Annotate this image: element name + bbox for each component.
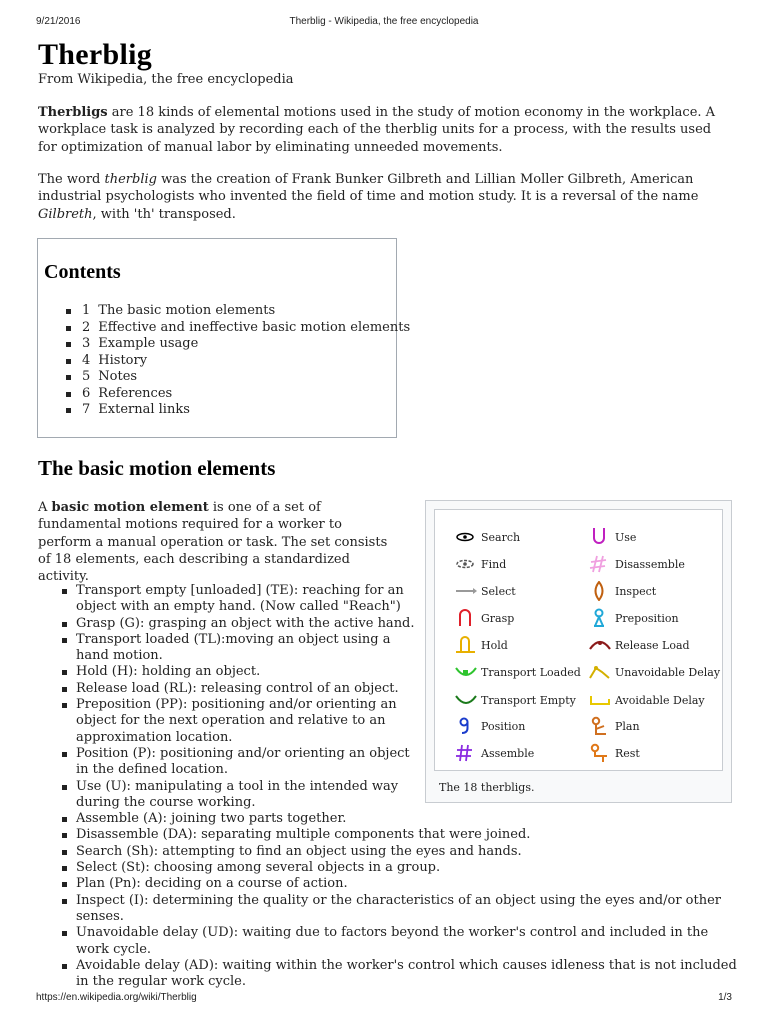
- symbol-label: Release Load: [615, 639, 690, 652]
- eye-icon: [455, 527, 477, 547]
- intro-paragraph: [38, 104, 728, 156]
- symbol-label: Hold: [481, 639, 508, 652]
- print-header: [36, 16, 732, 30]
- toc-number: 6: [82, 385, 91, 401]
- toc-number: 1: [82, 303, 91, 318]
- section-heading: The basic motion elements: [38, 456, 276, 480]
- symbol-label: Plan: [615, 720, 640, 733]
- u-inverted-icon: [455, 608, 477, 628]
- list-item: Search (Sh): attempting to find an object using the eyes and hands.: [38, 844, 738, 860]
- toc-heading: Contents: [44, 261, 121, 283]
- section-intro: [38, 499, 388, 585]
- toc-link[interactable]: Notes: [98, 369, 138, 384]
- symbol-label: Inspect: [615, 585, 657, 598]
- toc-item[interactable]: [60, 320, 410, 337]
- list-item: Preposition (PP): positioning and/or orienting an object for the next operation and relative to an approximation location.: [38, 697, 421, 746]
- plan-icon: [589, 716, 611, 736]
- nine-icon: [455, 716, 477, 736]
- toc-item[interactable]: [60, 303, 410, 320]
- list-item: Inspect (I): determining the quality or the characteristics of an object using the eyes and/or other senses.: [38, 893, 738, 926]
- section-intro-term: basic motion element: [51, 500, 209, 515]
- symbol-label: Select: [481, 585, 516, 598]
- etymology-term: therblig: [104, 172, 157, 187]
- avoidable-icon: [589, 690, 611, 710]
- article-subtitle: From Wikipedia, the free encyclopedia: [38, 72, 294, 87]
- rest-icon: [589, 743, 611, 763]
- toc-link[interactable]: Effective and ineffective basic motion elements: [98, 319, 411, 335]
- symbol-label: Grasp: [481, 612, 515, 625]
- toc-item[interactable]: [60, 369, 410, 386]
- print-footer: [36, 992, 732, 1006]
- symbol-label: Unavoidable Delay: [615, 666, 721, 679]
- table-of-contents: [37, 238, 411, 438]
- symbol-label: Use: [615, 531, 637, 544]
- section-intro-text-b: is one of a set of fundamental motions required for a worker to perform a manual operation or task. The set consists of 18 elements, each describing a standardized activity.: [38, 500, 388, 585]
- toc-number: 5: [82, 369, 91, 384]
- list-item: Avoidable delay (AD): waiting within the worker's control which causes idleness that is not included in the regular work cycle.: [38, 958, 738, 991]
- toc-link[interactable]: The basic motion elements: [98, 303, 276, 318]
- etymology-text-b: was the creation of Frank Bunker Gilbreth and Lillian Moller Gilbreth, American industrial psychologists who invented the field of time and motion study. It is a reversal of the name: [38, 172, 699, 205]
- list-item: Assemble (A): joining two parts together.: [38, 811, 738, 827]
- toc-list: [60, 303, 410, 419]
- etymology-name: Gilbreth: [38, 206, 93, 222]
- print-date: 9/21/2016: [36, 16, 81, 27]
- therbligs-symbol-table[interactable]: [434, 509, 723, 771]
- figure-caption: The 18 therbligs.: [439, 781, 535, 794]
- list-item: Transport loaded (TL):moving an object using a hand motion.: [38, 632, 421, 665]
- toc-number: 3: [82, 336, 91, 351]
- list-item: Use (U): manipulating a tool in the intended way during the course working.: [38, 779, 421, 812]
- symbol-label: Search: [481, 531, 521, 544]
- hold-icon: [455, 635, 477, 655]
- list-item: Select (St): choosing among several objects in a group.: [38, 860, 738, 876]
- symbol-label: Transport Empty: [481, 694, 576, 707]
- list-item: Disassemble (DA): separating multiple components that were joined.: [38, 827, 738, 843]
- toc-link[interactable]: History: [98, 352, 148, 368]
- eye-dashed-icon: [455, 554, 477, 574]
- etymology-paragraph: [38, 171, 728, 223]
- symbol-label: Disassemble: [615, 558, 685, 571]
- list-item: Hold (H): holding an object.: [38, 664, 421, 680]
- etymology-text-c: , with 'th' transposed.: [92, 206, 236, 222]
- list-item: Plan (Pn): deciding on a course of action.: [38, 876, 738, 892]
- section-intro-text-a: A: [38, 500, 52, 515]
- toc-item[interactable]: [60, 386, 410, 403]
- intro-term: Therbligs: [38, 105, 108, 120]
- print-page-title: Therblig - Wikipedia, the free encyclopedia: [289, 16, 479, 27]
- therbligs-figure: [425, 500, 732, 803]
- print-url: https://en.wikipedia.org/wiki/Therblig: [36, 992, 197, 1003]
- list-item: Transport empty [unloaded] (TE): reaching for an object with an empty hand. (Now called "Reach"): [38, 583, 421, 616]
- release-icon: [589, 635, 611, 655]
- page-number: 1/3: [718, 992, 732, 1003]
- article-title: Therblig: [38, 38, 153, 71]
- symbol-label: Avoidable Delay: [615, 694, 705, 707]
- toc-number: 4: [82, 352, 91, 368]
- toc-number: 7: [82, 402, 91, 417]
- list-item: Release load (RL): releasing control of an object.: [38, 681, 421, 697]
- toc-item[interactable]: [60, 353, 410, 370]
- etymology-text-a: The word: [38, 172, 105, 187]
- slashes-icon: [589, 554, 611, 574]
- unavoidable-icon: [589, 662, 611, 682]
- toc-link[interactable]: Example usage: [98, 336, 199, 351]
- intro-text: are 18 kinds of elemental motions used in the study of motion economy in the workplace. A workplace task is analyzed by recording each of the therblig units for a process, with the results used for optimization of manual labor by eliminating unneeded movements.: [38, 105, 716, 155]
- list-item: Unavoidable delay (UD): waiting due to factors beyond the worker's control and included in the work cycle.: [38, 925, 738, 958]
- list-item: Grasp (G): grasping an object with the active hand.: [38, 616, 421, 632]
- toc-link[interactable]: External links: [98, 402, 190, 417]
- symbol-label: Transport Loaded: [481, 666, 581, 679]
- symbol-label: Position: [481, 720, 526, 733]
- toc-link[interactable]: References: [98, 385, 173, 401]
- symbol-label: Preposition: [615, 612, 679, 625]
- toc-number: 2: [82, 319, 91, 335]
- arrow-icon: [455, 581, 477, 601]
- symbol-label: Assemble: [481, 747, 535, 760]
- symbol-label: Rest: [615, 747, 640, 760]
- symbol-label: Find: [481, 558, 507, 571]
- preposition-icon: [589, 608, 611, 628]
- toc-item[interactable]: [60, 402, 410, 419]
- u-icon: [589, 527, 611, 547]
- list-item: Position (P): positioning and/or orienting an object in the defined location.: [38, 746, 421, 779]
- toc-item[interactable]: [60, 336, 410, 353]
- bowl-empty-icon: [455, 690, 477, 710]
- hash-icon: [455, 743, 477, 763]
- lens-icon: [589, 581, 611, 601]
- bowl-loaded-icon: [455, 662, 477, 682]
